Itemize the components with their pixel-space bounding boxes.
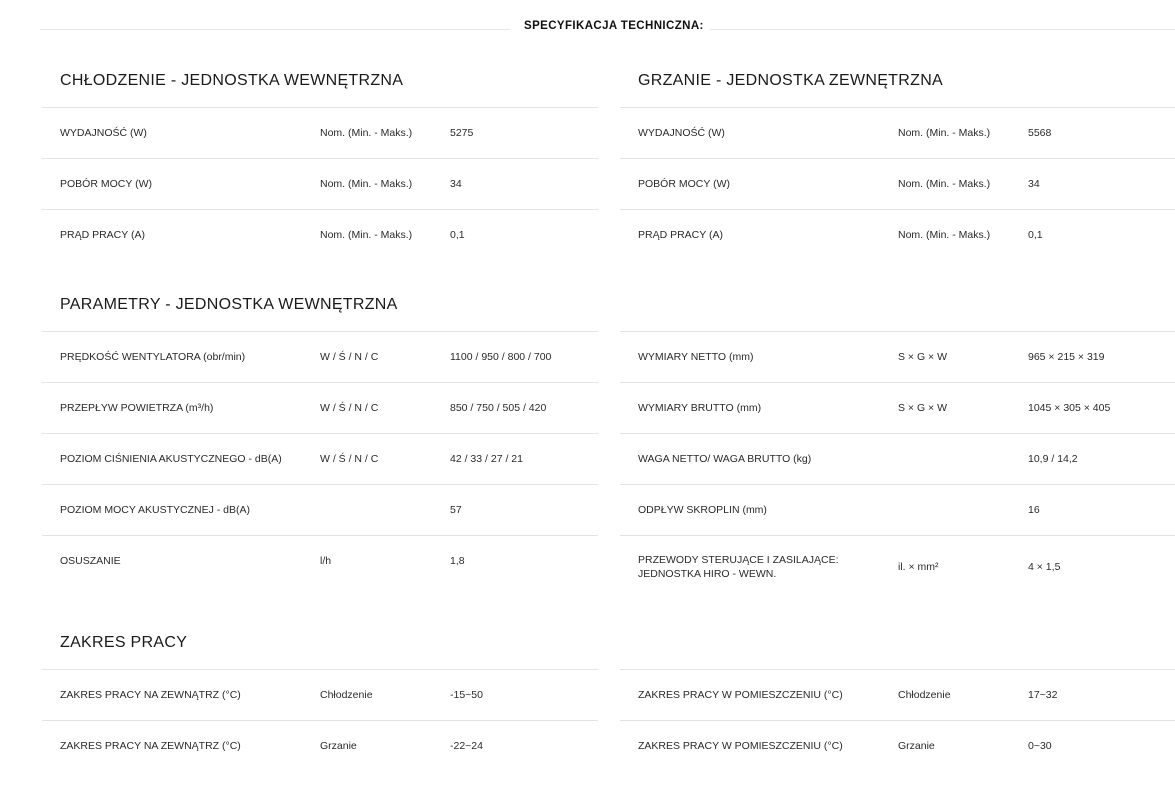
- row-label: PRZEPŁYW POWIETRZA (m³/h): [60, 402, 214, 414]
- row-unit: Nom. (Min. - Maks.): [898, 229, 991, 241]
- row-unit: S × G × W: [898, 402, 948, 414]
- params-table-left: [42, 331, 598, 586]
- row-label: PRĄD PRACY (A): [60, 229, 145, 241]
- table-row: [620, 720, 1175, 771]
- row-value: 34: [1028, 178, 1040, 190]
- table-row: [42, 158, 598, 209]
- row-unit: Nom. (Min. - Maks.): [320, 178, 413, 190]
- row-label: POBÓR MOCY (W): [60, 178, 152, 190]
- section-title-range: ZAKRES PRACY: [60, 634, 188, 651]
- row-unit: l/h: [320, 555, 332, 567]
- row-value: 5275: [450, 127, 474, 139]
- row-unit: Nom. (Min. - Maks.): [898, 178, 991, 190]
- row-unit: S × G × W: [898, 351, 948, 363]
- row-label: POBÓR MOCY (W): [638, 178, 730, 190]
- row-label: OSUSZANIE: [60, 555, 121, 567]
- row-unit: Nom. (Min. - Maks.): [320, 229, 413, 241]
- row-unit: [898, 485, 1026, 535]
- table-row: [620, 484, 1175, 535]
- range-table-left: [42, 669, 598, 771]
- row-unit: Grzanie: [320, 740, 357, 752]
- row-value: 1100 / 950 / 800 / 700: [450, 351, 552, 363]
- table-row: [620, 433, 1175, 484]
- section-title-cooling: CHŁODZENIE - JEDNOSTKA WEWNĘTRZNA: [60, 72, 404, 89]
- row-label: WYDAJNOŚĆ (W): [638, 127, 725, 139]
- table-row: [620, 209, 1175, 260]
- row-label: POZIOM MOCY AKUSTYCZNEJ - dB(A): [60, 504, 250, 516]
- table-row: [42, 209, 598, 260]
- table-row: [620, 107, 1175, 158]
- row-value: -22~24: [450, 740, 483, 752]
- table-row: [42, 107, 598, 158]
- row-label: WYMIARY BRUTTO (mm): [638, 402, 762, 414]
- row-value: 4 × 1,5: [1028, 561, 1061, 573]
- row-value: 42 / 33 / 27 / 21: [450, 453, 523, 465]
- range-table-right: [620, 669, 1175, 771]
- row-label: WAGA NETTO/ WAGA BRUTTO (kg): [638, 453, 812, 465]
- row-unit: W / Ś / N / C: [320, 402, 379, 414]
- table-row: [620, 669, 1175, 720]
- row-label: WYDAJNOŚĆ (W): [60, 127, 147, 139]
- row-value: 57: [450, 504, 462, 516]
- row-unit: W / Ś / N / C: [320, 453, 379, 465]
- row-value: 16: [1028, 504, 1040, 516]
- params-table-right: [620, 331, 1175, 598]
- row-unit: [320, 485, 448, 535]
- row-label: PRĄD PRACY (A): [638, 229, 723, 241]
- row-value: -15~50: [450, 689, 483, 701]
- row-label: ZAKRES PRACY W POMIESZCZENIU (°C): [638, 689, 843, 701]
- row-unit: il. × mm²: [898, 561, 939, 573]
- page-header: [40, 18, 1175, 40]
- row-unit: Chłodzenie: [898, 689, 951, 701]
- table-row: [42, 669, 598, 720]
- page-title: SPECYFIKACJA TECHNICZNA:: [524, 20, 704, 32]
- row-value: 0~30: [1028, 740, 1052, 752]
- row-unit: [898, 434, 1026, 484]
- row-value: 850 / 750 / 505 / 420: [450, 402, 547, 414]
- row-label: ZAKRES PRACY NA ZEWNĄTRZ (°C): [60, 689, 241, 701]
- row-label-line1: PRZEWODY STERUJĄCE I ZASILAJĄCE:: [638, 554, 839, 566]
- row-value: 0,1: [1028, 229, 1043, 241]
- divider: [710, 29, 1175, 30]
- table-row: [620, 158, 1175, 209]
- table-row: [42, 331, 598, 382]
- table-row: [42, 535, 598, 586]
- table-row: [42, 382, 598, 433]
- row-value: 10,9 / 14,2: [1028, 453, 1078, 465]
- cooling-table: [42, 107, 598, 260]
- row-label: ODPŁYW SKROPLIN (mm): [638, 504, 767, 516]
- table-row: [620, 331, 1175, 382]
- section-title-heating: GRZANIE - JEDNOSTKA ZEWNĘTRZNA: [638, 72, 944, 89]
- table-row: [620, 382, 1175, 433]
- row-value: 0,1: [450, 229, 465, 241]
- table-row: [42, 720, 598, 771]
- row-label: ZAKRES PRACY NA ZEWNĄTRZ (°C): [60, 740, 241, 752]
- row-label: ZAKRES PRACY W POMIESZCZENIU (°C): [638, 740, 843, 752]
- table-row: [42, 433, 598, 484]
- row-unit: W / Ś / N / C: [320, 351, 379, 363]
- row-value: 5568: [1028, 127, 1052, 139]
- divider: [40, 29, 510, 30]
- row-unit: Chłodzenie: [320, 689, 373, 701]
- row-value: 17~32: [1028, 689, 1058, 701]
- row-label: WYMIARY NETTO (mm): [638, 351, 754, 363]
- row-unit: Nom. (Min. - Maks.): [320, 127, 413, 139]
- row-value: 965 × 215 × 319: [1028, 351, 1105, 363]
- table-row: [620, 535, 1175, 598]
- row-label: POZIOM CIŚNIENIA AKUSTYCZNEGO - dB(A): [60, 453, 282, 465]
- row-value: 34: [450, 178, 462, 190]
- row-label-line2: JEDNOSTKA HIRO - WEWN.: [638, 568, 777, 580]
- row-value: 1045 × 305 × 405: [1028, 402, 1111, 414]
- row-label: [638, 536, 893, 598]
- table-row: [42, 484, 598, 535]
- row-unit: Grzanie: [898, 740, 935, 752]
- heating-table: [620, 107, 1175, 260]
- row-value: 1,8: [450, 555, 465, 567]
- section-title-params: PARAMETRY - JEDNOSTKA WEWNĘTRZNA: [60, 296, 398, 313]
- row-unit: Nom. (Min. - Maks.): [898, 127, 991, 139]
- row-label: PRĘDKOŚĆ WENTYLATORA (obr/min): [60, 351, 246, 363]
